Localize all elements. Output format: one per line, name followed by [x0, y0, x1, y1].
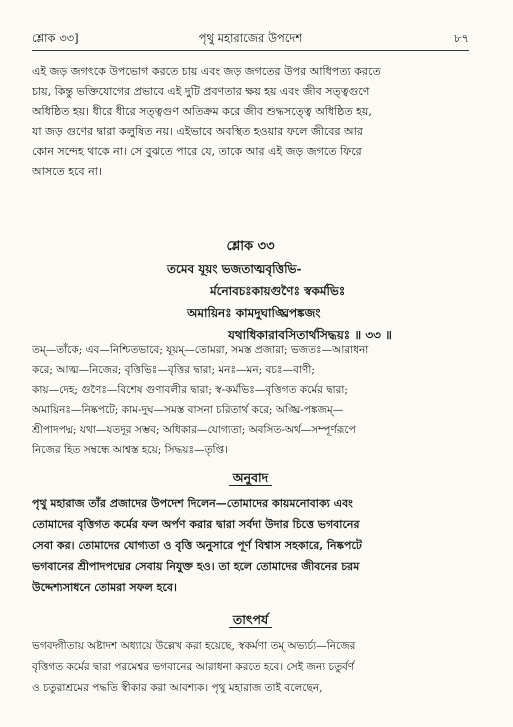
translation-text	[32, 493, 469, 598]
synonym-line: নিজের হিত সম্বন্ধে আশ্বস্ত হয়ে; সিদ্ধয়ঃ—তৃপ্তি।	[32, 444, 228, 456]
synonym-line: অমায়িনঃ—নিষ্কপটে; কাম-দুঘ—সমস্ত বাসনা চরিতার্থ করে; অঙ্ঘ্রি-পঙ্কজম্—	[32, 404, 344, 416]
translation-line: উদ্দেশ্যসাধনে তোমরা সফল হবে।	[32, 581, 177, 594]
purport-line: ভগবদ্গীতায় অষ্টাদশ অধ্যায়ে উল্লেখ করা হয়েছে, স্বকর্মণা তম্ অভ্যর্চ্য—নিজের	[32, 640, 356, 652]
paragraph-line: অধিষ্ঠিত হয়। ধীরে ধীরে সত্ত্বগুণ অতিক্রম করে জীব শুদ্ধসত্ত্বে অধিষ্ঠিত হয়,	[32, 105, 372, 118]
word-synonyms	[32, 340, 469, 460]
synonym-line: শ্রীপাদপদ্ম; যথা—যতদূর সম্ভব; অধিকার—যোগ্যতা; অবসিত-অর্থ—সম্পূর্ণরূপে	[32, 424, 356, 436]
header-rule	[32, 50, 469, 51]
synonym-line: কায়—দেহ; গুণৈঃ—বিশেষ গুণাবলীর দ্বারা; স্ব-কর্মভিঃ—বৃত্তিগত কর্মের দ্বারা;	[32, 384, 348, 396]
verse-title: শ্লোক ৩৩	[226, 239, 275, 254]
header-page-number: ৮৭	[454, 31, 469, 45]
verse-line: যথাধিকারাবসিতার্থসিদ্ধয়ঃ ॥ ৩৩ ॥	[228, 328, 392, 342]
paragraph-line: আসতে হবে না।	[32, 165, 102, 178]
translation-line: পৃথু মহারাজ তাঁর প্রজাদের উপদেশ দিলেন—তোমাদের কায়মনোবাক্য এবং	[32, 497, 353, 510]
paragraph-line: যা জড় গুণের দ্বারা কলুষিত নয়। এইভাবে অবস্থিত হওয়ার ফলে জীবের আর	[32, 125, 363, 138]
header-chapter-title: পৃথু মহারাজের উপদেশ	[198, 31, 303, 45]
opening-paragraph	[32, 62, 469, 182]
synonym-line: করে; আত্ম—নিজের; বৃত্তিভিঃ—বৃত্তির দ্বারা; মনঃ—মন; বচঃ—বাণী;	[32, 364, 315, 376]
translation-heading	[32, 470, 469, 490]
verse-line: র্মনোবচঃকায়গুণৈঃ স্বকর্মভিঃ	[210, 284, 346, 298]
translation-line: তোমাদের বৃত্তিগত কর্মের ফল অর্পণ করার দ্বারা সর্বদা উদার চিত্তে ভগবানের	[32, 518, 360, 531]
verse-line: তমেব যূয়ং ভজতাত্মবৃত্তিভি-	[167, 262, 302, 276]
purport-text	[32, 636, 469, 699]
header-verse-ref: শ্লোক ৩৩]	[32, 31, 79, 45]
synonym-line: তম্—তাঁকে; এব—নিশ্চিতভাবে; যূয়ম্—তোমরা, সমস্ত প্রজারা; ভজতঃ—আরাধনা	[32, 344, 369, 356]
translation-line: সেবা কর। তোমাদের যোগ্যতা ও বৃত্তি অনুসারে পূর্ণ বিশ্বাস সহকারে, নিষ্কপটে	[32, 539, 362, 552]
paragraph-line: এই জড় জগৎকে উপভোগ করতে চায় এবং জড় জগতের উপর আধিপত্য করতে	[32, 65, 381, 78]
purport-line: ও চতুরাশ্রমের পদ্ধতি স্বীকার করা আবশ্যক। পৃথু মহারাজ তাই বলেছেন,	[32, 682, 323, 694]
translation-title: অনুবাদ	[229, 470, 272, 486]
paragraph-line: চায়, কিন্তু ভক্তিযোগের প্রভাবে এই দুটি প্রবণতার ক্ষয় হয় এবং জীব সত্ত্বগুণে	[32, 85, 370, 98]
paragraph-line: কোন সন্দেহ থাকে না। সে বুঝতে পারে যে, তাকে আর এই জড় জগতে ফিরে	[32, 145, 362, 158]
sanskrit-verse	[32, 236, 469, 346]
translation-line: ভগবানের শ্রীপাদপদ্মের সেবায় নিযুক্ত হও। তা হলে তোমাদের জীবনের চরম	[32, 560, 360, 573]
verse-line: অমায়িনঃ কামদুঘাঙ্ঘ্রিপঙ্কজং	[187, 306, 321, 320]
purport-heading	[32, 612, 469, 632]
purport-line: বৃত্তিগত কর্মের দ্বারা পরমেশ্বর ভগবানের আরাধনা করতে হবে। সেই জন্য চতুর্বর্ণ	[32, 661, 355, 673]
purport-title: তাৎপর্য	[229, 612, 272, 628]
page-header	[32, 30, 469, 48]
